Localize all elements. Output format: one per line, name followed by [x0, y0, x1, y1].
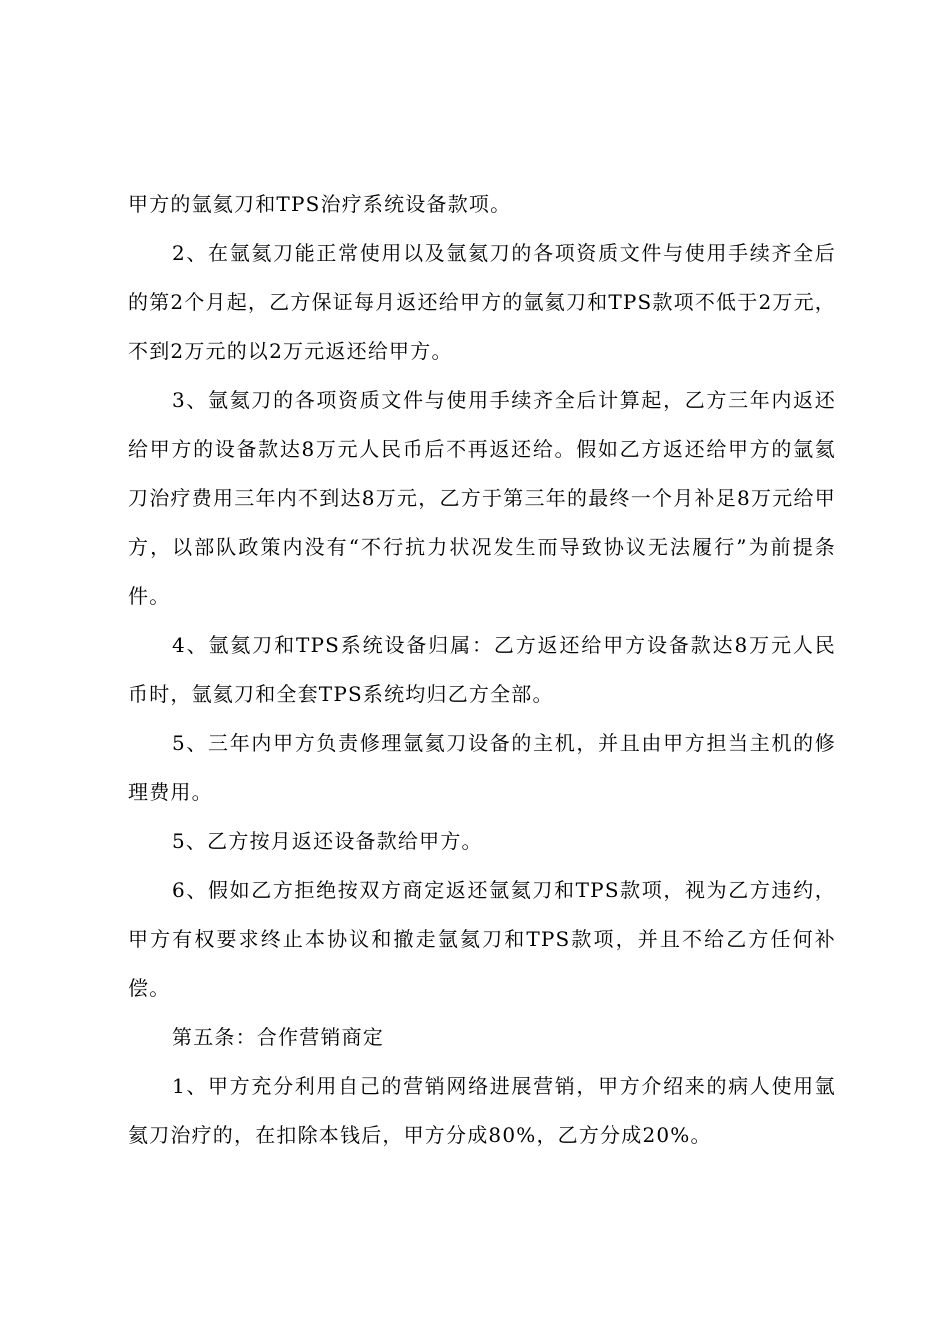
paragraph-continuation: 甲方的氩氦刀和TPS治疗系统设备款项。 — [128, 192, 512, 216]
paragraph-article-5-clause-1: 1、甲方充分利用自己的营销网络进展营销，甲方介绍来的病人使用氩氦刀治疗的，在扣除本钱后，甲方分成80%，乙方分成20%。 — [128, 1074, 836, 1147]
paragraph-clause-5a: 5、三年内甲方负责修理氩氦刀设备的主机，并且由甲方担当主机的修理费用。 — [128, 731, 836, 804]
paragraph-clause-6: 6、假如乙方拒绝按双方商定返还氩氦刀和TPS款项，视为乙方违约，甲方有权要求终止本协议和撤走氩氦刀和TPS款项，并且不给乙方任何补偿。 — [128, 878, 836, 1000]
paragraph-clause-5b: 5、乙方按月返还设备款给甲方。 — [172, 829, 483, 853]
paragraph-clause-4: 4、氩氦刀和TPS系统设备归属：乙方返还给甲方设备款达8万元人民币时，氩氦刀和全套TPS系统均归乙方全部。 — [128, 633, 836, 706]
section-heading-article-5: 第五条：合作营销商定 — [172, 1025, 384, 1049]
paragraph-clause-2: 2、在氩氦刀能正常使用以及氩氦刀的各项资质文件与使用手续齐全后的第2个月起，乙方保证每月返还给甲方的氩氦刀和TPS款项不低于2万元，不到2万元的以2万元返还给甲方。 — [128, 241, 836, 363]
paragraph-clause-3: 3、氩氦刀的各项资质文件与使用手续齐全后计算起，乙方三年内返还给甲方的设备款达8万元人民币后不再返还给。假如乙方返还给甲方的氩氦刀治疗费用三年内不到达8万元，乙方于第三年的最终一个月补足8万元给甲方，以部队政策内没有“不行抗力状况发生而导致协议无法履行”为前提条件。 — [128, 388, 836, 608]
document-body — [128, 180, 836, 1160]
